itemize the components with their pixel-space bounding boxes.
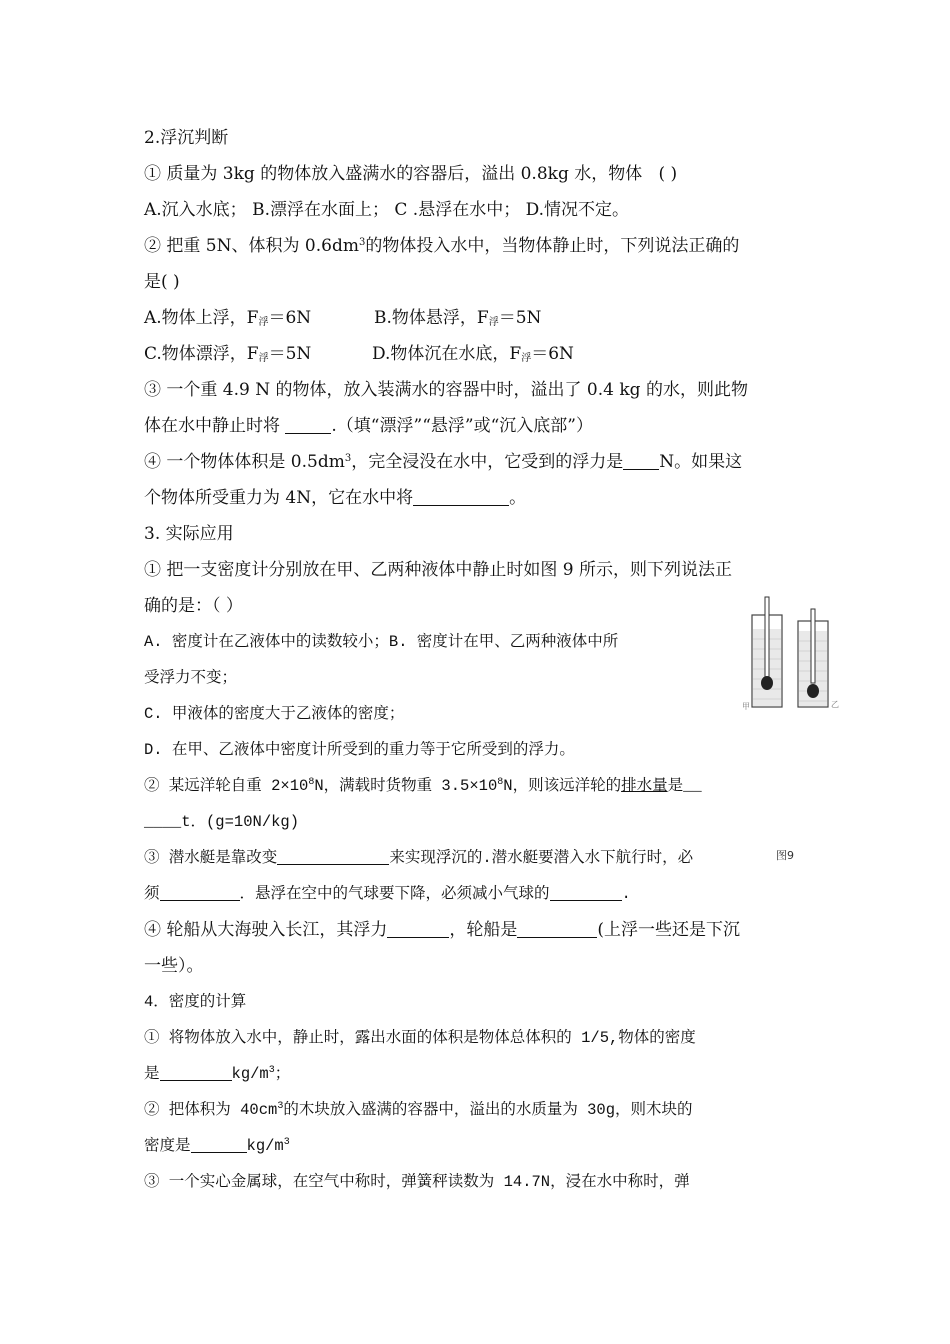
answer-blank[interactable] [277, 848, 389, 865]
figure-label-left: 甲 [742, 702, 750, 711]
question-3-4: ④ 轮船从大海驶入长江，其浮力 ，轮船是 (上浮一些还是下沉 [144, 920, 741, 940]
section-title-2: 2.浮沉判断 [144, 128, 229, 148]
answer-blank[interactable] [285, 417, 331, 434]
question-2-2-cont: 是( ) [144, 272, 180, 292]
answer-blank[interactable] [191, 1136, 247, 1153]
answer-blank[interactable] [387, 921, 449, 938]
question-4-2-cont: 密度是 $kg/m^3$ [144, 1137, 290, 1155]
question-3-3-cont: 须 ．悬浮在空中的气球要下降，必须减小气球的 . [144, 885, 631, 903]
question-2-3-cont: 体在水中静止时将 .（填“漂浮”“悬浮”或“沉入底部”） [144, 416, 593, 436]
question-2-2: ② 把重 5N、体积为 $0.6dm^3$的物体投入水中，当物体静止时，下列说法正确的 [144, 236, 740, 256]
question-2-1: ① 质量为 3kg 的物体放入盛满水的容器后，溢出 0.8kg 水，物体 ( ) [144, 164, 678, 184]
answer-blank[interactable] [623, 453, 659, 470]
question-3-2-cont: ____t．(g=10N/kg) [144, 813, 300, 831]
question-3-1: ① 把一支密度计分别放在甲、乙两种液体中静止时如图 9 所示，则下列说法正 [144, 560, 733, 580]
option-c: C.物体漂浮，$F_浮=5N$ [144, 344, 312, 364]
question-2-1-options: A.沉入水底； B.漂浮在水面上； C .悬浮在水中； D.情况不定。 [144, 200, 630, 220]
question-4-1: ① 将物体放入水中，静止时，露出水面的体积是物体总体积的 1/5,物体的密度 [144, 1029, 696, 1047]
question-4-2: ② 把体积为 $40cm^3$的木块放入盛满的容器中，溢出的水质量为 30g，则木块的 [144, 1101, 693, 1119]
answer-blank[interactable] [517, 921, 597, 938]
answer-blank[interactable] [160, 1064, 232, 1081]
question-4-3: ③ 一个实心金属球，在空气中称时，弹簧秤读数为 14.7N，浸在水中称时，弹 [144, 1173, 690, 1191]
section-title-3: 3. 实际应用 [144, 524, 234, 544]
option-a: A.物体上浮，$F_浮=6N$ [144, 308, 312, 328]
option-b: B.物体悬浮，$F_浮=5N$ [374, 308, 542, 328]
figure-label-right: 乙 [831, 700, 839, 709]
option-a: A. 密度计在乙液体中的读数较小；B. 密度计在甲、乙两种液体中所 [144, 633, 619, 651]
answer-paren: ( ) [658, 164, 678, 184]
question-3-4-cont: 一些）。 [144, 956, 204, 976]
answer-blank[interactable] [160, 884, 240, 901]
question-2-4: ④ 一个物体体积是 $0.5dm^3$，完全浸没在水中，它受到的浮力是 N。如果这 [144, 452, 743, 472]
question-3-3: ③ 潜水艇是靠改变 来实现浮沉的.潜水艇要潜入水下航行时，必 [144, 849, 694, 867]
question-2-3: ③ 一个重 4.9 N 的物体，放入装满水的容器中时，溢出了 0.4 kg 的水，则此物 [144, 380, 748, 400]
question-2-4-cont: 个物体所受重力为 4N，它在水中将 。 [144, 488, 527, 508]
answer-blank[interactable] [413, 489, 509, 506]
hydrometer-figure [740, 595, 840, 715]
question-4-1-cont: 是 $kg/m^3$； [144, 1065, 291, 1083]
option-c: C. 甲液体的密度大于乙液体的密度； [144, 705, 405, 723]
option-d: D.物体沉在水底，$F_浮=6N$ [372, 344, 574, 364]
answer-blank[interactable] [550, 884, 622, 901]
figure-caption: 图9 [776, 849, 794, 862]
option-d: D. 在甲、乙液体中密度计所受到的重力等于它所受到的浮力。 [144, 741, 575, 759]
option-a-cont: 受浮力不变； [144, 669, 238, 687]
question-3-1-cont: 确的是：（ ） [144, 596, 243, 616]
question-3-2: ② 某远洋轮自重 $2\times 10^8N$，满载时货物重 $3.5\times 10^8N$，则该远洋轮的排水量是__ [144, 777, 702, 795]
cylinder-right [798, 609, 828, 707]
cylinder-left [752, 597, 782, 707]
section-title-4: 4．密度的计算 [144, 993, 247, 1011]
